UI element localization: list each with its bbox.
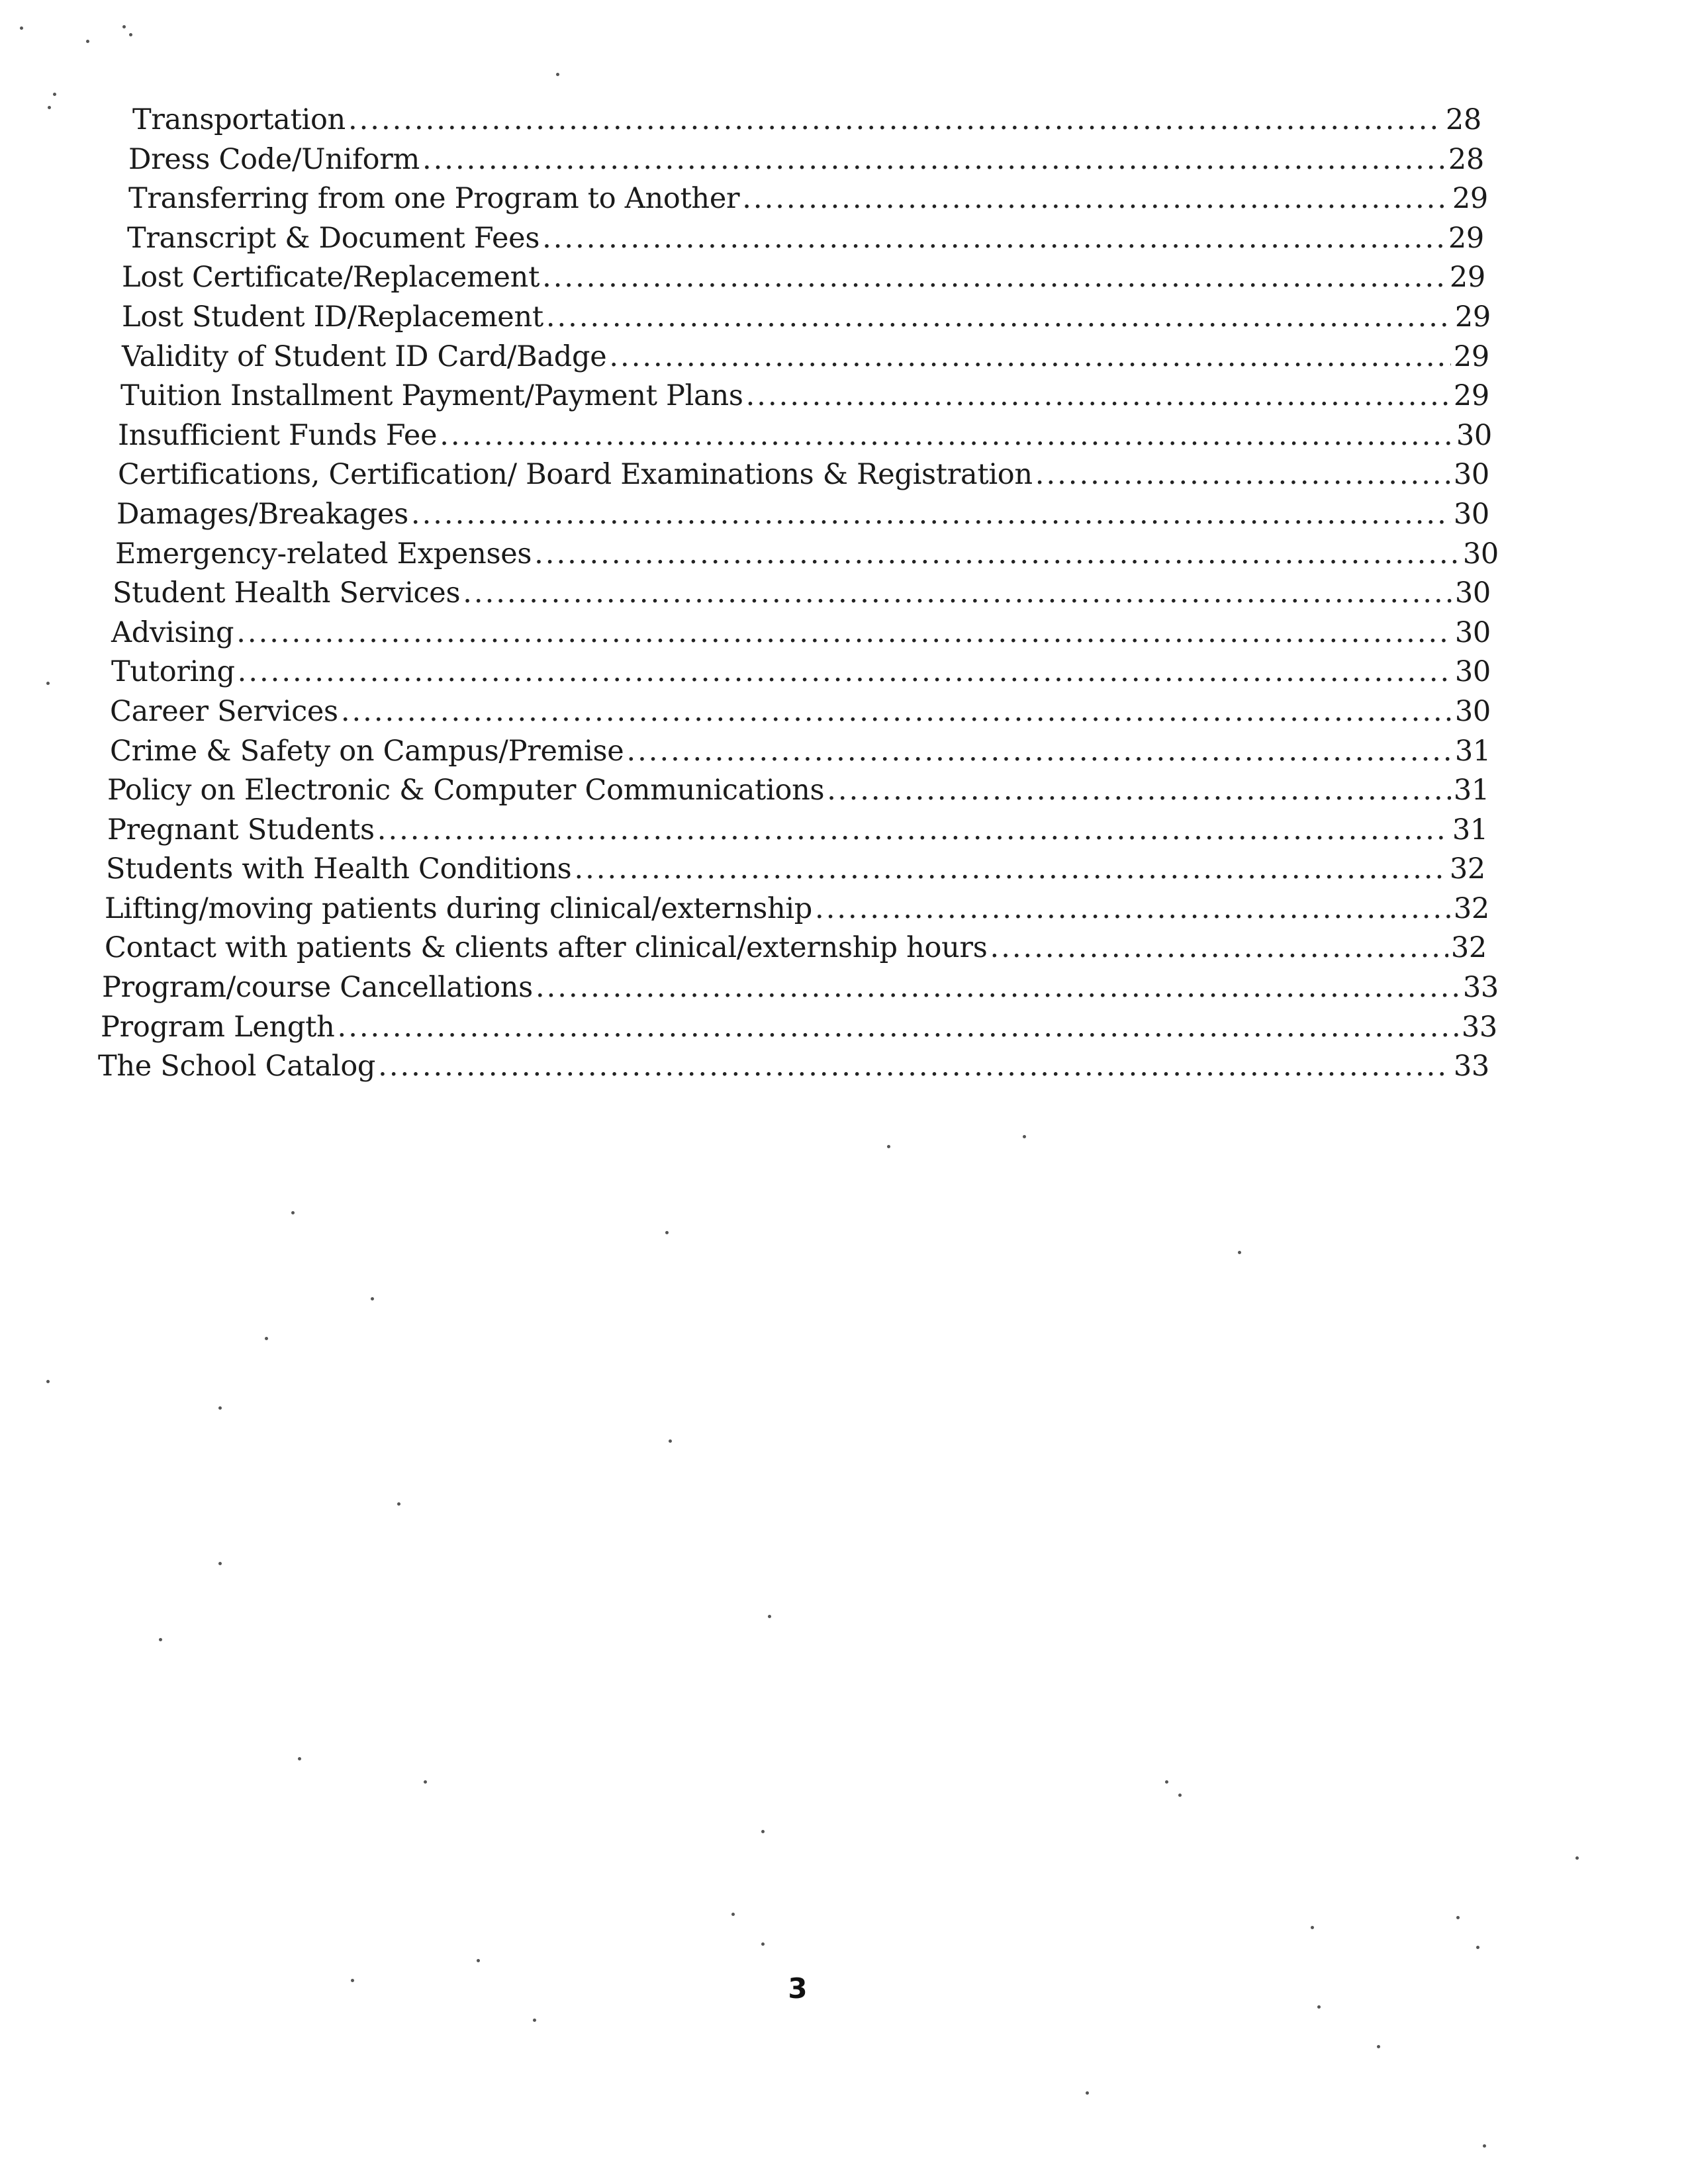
toc-dot-leader [609,338,1451,377]
toc-dot-leader [338,1008,1459,1048]
toc-entry [98,889,1508,929]
toc-entry-page: 32 [1450,931,1487,965]
toc-entry [98,140,1508,180]
toc-entry [98,179,1508,219]
toc-entry-page: 29 [1453,340,1489,373]
toc-entry [98,298,1508,338]
table-of-contents [98,101,1508,1087]
scan-speck [1317,2005,1321,2009]
toc-dot-leader [815,889,1451,929]
toc-entry-title: Transferring from one Program to Another [128,182,740,216]
toc-entry-page: 32 [1449,852,1485,886]
toc-entry-title: Lifting/moving patients during clinical/externship [105,891,813,925]
scan-speck [477,1959,480,1962]
scan-speck [1086,2091,1089,2095]
toc-dot-leader [411,495,1451,535]
toc-dot-leader [746,377,1451,416]
toc-entry-page: 31 [1454,734,1491,768]
toc-entry-title: Student Health Services [113,576,461,610]
scan-speck [53,93,56,96]
toc-entry [98,692,1508,732]
toc-dot-leader [827,771,1451,811]
toc-entry-title: Pregnant Students [107,813,375,846]
toc-entry-title: Policy on Electronic & Computer Communications [107,774,825,807]
toc-dot-leader [742,179,1450,219]
page-number: 3 [788,1972,808,2005]
scan-speck [46,682,50,685]
scan-speck [48,106,51,109]
scan-speck [1165,1780,1168,1784]
toc-entry-page: 30 [1453,458,1489,492]
scan-speck [397,1502,400,1506]
toc-dot-leader [238,653,1452,692]
scan-speck [20,26,23,30]
toc-entry-title: Emergency-related Expenses [115,537,532,570]
toc-entry-page: 30 [1462,537,1499,570]
toc-entry-title: Advising [111,615,234,649]
toc-entry-title: Insufficient Funds Fee [118,418,438,452]
toc-dot-leader [542,219,1446,259]
toc-entry-page: 30 [1454,615,1491,649]
toc-entry-page: 31 [1453,774,1489,807]
toc-entry-page: 29 [1453,379,1489,413]
toc-dot-leader [378,1047,1451,1087]
scan-speck [731,1913,735,1916]
toc-dot-leader [377,811,1450,850]
toc-entry [98,416,1508,456]
toc-entry-page: 33 [1461,1010,1497,1044]
toc-entry [98,101,1508,140]
scan-speck [887,1145,890,1148]
toc-entry [98,968,1508,1008]
toc-entry [98,771,1508,811]
toc-entry-page: 30 [1456,418,1492,452]
toc-entry [98,929,1508,968]
scan-speck [761,1942,765,1946]
toc-entry-page: 33 [1453,1050,1489,1083]
toc-entry-title: Tuition Installment Payment/Payment Plans [120,379,743,413]
toc-entry [98,574,1508,614]
toc-entry-title: Transcript & Document Fees [127,221,540,255]
toc-entry-title: Lost Certificate/Replacement [122,261,540,295]
toc-entry [98,614,1508,653]
toc-entry-page: 28 [1448,142,1484,176]
toc-entry-title: Validity of Student ID Card/Badge [122,340,607,373]
toc-entry [98,653,1508,692]
toc-dot-leader [440,416,1454,456]
scan-speck [351,1979,354,1982]
scan-speck [1238,1251,1241,1254]
toc-dot-leader [626,732,1452,772]
scan-speck [1178,1794,1182,1797]
scan-speck [298,1757,301,1760]
toc-entry-title: Damages/Breakages [117,497,408,531]
scan-speck [1023,1135,1026,1138]
toc-dot-leader [546,298,1452,338]
toc-entry-page: 30 [1454,655,1491,689]
scan-speck [556,73,559,76]
scan-speck [86,40,89,43]
toc-entry-title: Dress Code/Uniform [128,142,420,176]
toc-dot-leader [348,101,1443,140]
toc-entry-title: Contact with patients & clients after clinical/externship hours [105,931,988,965]
toc-entry-page: 32 [1453,891,1489,925]
scan-speck [1575,1856,1579,1860]
scan-speck [218,1562,222,1565]
scan-speck [665,1231,669,1234]
toc-entry [98,535,1508,574]
toc-dot-leader [463,574,1452,614]
scan-speck [1311,1926,1314,1929]
toc-entry-title: The School Catalog [98,1050,376,1083]
scan-speck [46,1380,50,1383]
toc-entry [98,811,1508,850]
scan-speck [1377,2045,1380,2048]
scan-speck [129,33,132,36]
scan-speck [669,1439,672,1443]
toc-dot-leader [1035,455,1451,495]
scan-speck [371,1297,374,1300]
toc-dot-leader [574,850,1446,889]
toc-entry-title: Career Services [110,694,338,728]
toc-entry-title: Tutoring [111,655,235,689]
scan-speck [122,25,126,28]
toc-entry [98,377,1508,416]
toc-entry-page: 33 [1462,971,1499,1005]
toc-entry-page: 29 [1454,300,1491,334]
scan-speck [265,1337,268,1340]
toc-entry-title: Program/course Cancellations [102,971,533,1005]
scan-speck [1456,1916,1460,1919]
toc-entry-page: 30 [1453,497,1489,531]
toc-entry [98,338,1508,377]
toc-entry [98,258,1508,298]
toc-entry-title: Program Length [101,1010,335,1044]
scan-speck [761,1830,765,1833]
toc-entry-title: Students with Health Conditions [106,852,572,886]
toc-entry-page: 29 [1448,221,1484,255]
toc-dot-leader [422,140,1446,180]
toc-entry-page: 30 [1454,694,1491,728]
toc-dot-leader [534,535,1460,574]
toc-entry-title: Certifications, Certification/ Board Examinations & Registration [118,458,1033,492]
toc-entry-page: 31 [1452,813,1488,846]
scan-speck [1483,2144,1486,2148]
toc-entry-page: 29 [1452,182,1488,216]
scan-speck [1476,1946,1479,1949]
toc-entry-title: Crime & Safety on Campus/Premise [110,734,624,768]
toc-entry [98,455,1508,495]
toc-entry-title: Lost Student ID/Replacement [122,300,543,334]
scan-speck [159,1638,162,1641]
toc-entry-page: 28 [1445,103,1481,136]
scan-speck [424,1780,427,1784]
toc-dot-leader [341,692,1452,732]
toc-entry-page: 30 [1454,576,1491,610]
scan-speck [218,1406,222,1410]
toc-dot-leader [990,929,1448,968]
toc-dot-leader [536,968,1460,1008]
toc-entry [98,1008,1508,1048]
toc-entry [98,1047,1508,1087]
toc-entry-title: Transportation [132,103,346,136]
scan-speck [768,1615,771,1618]
toc-entry-page: 29 [1449,261,1485,295]
toc-entry [98,495,1508,535]
scan-speck [533,2019,536,2022]
toc-dot-leader [542,258,1447,298]
toc-entry [98,219,1508,259]
toc-entry [98,732,1508,772]
toc-dot-leader [236,614,1452,653]
toc-entry [98,850,1508,889]
scan-speck [291,1211,295,1214]
